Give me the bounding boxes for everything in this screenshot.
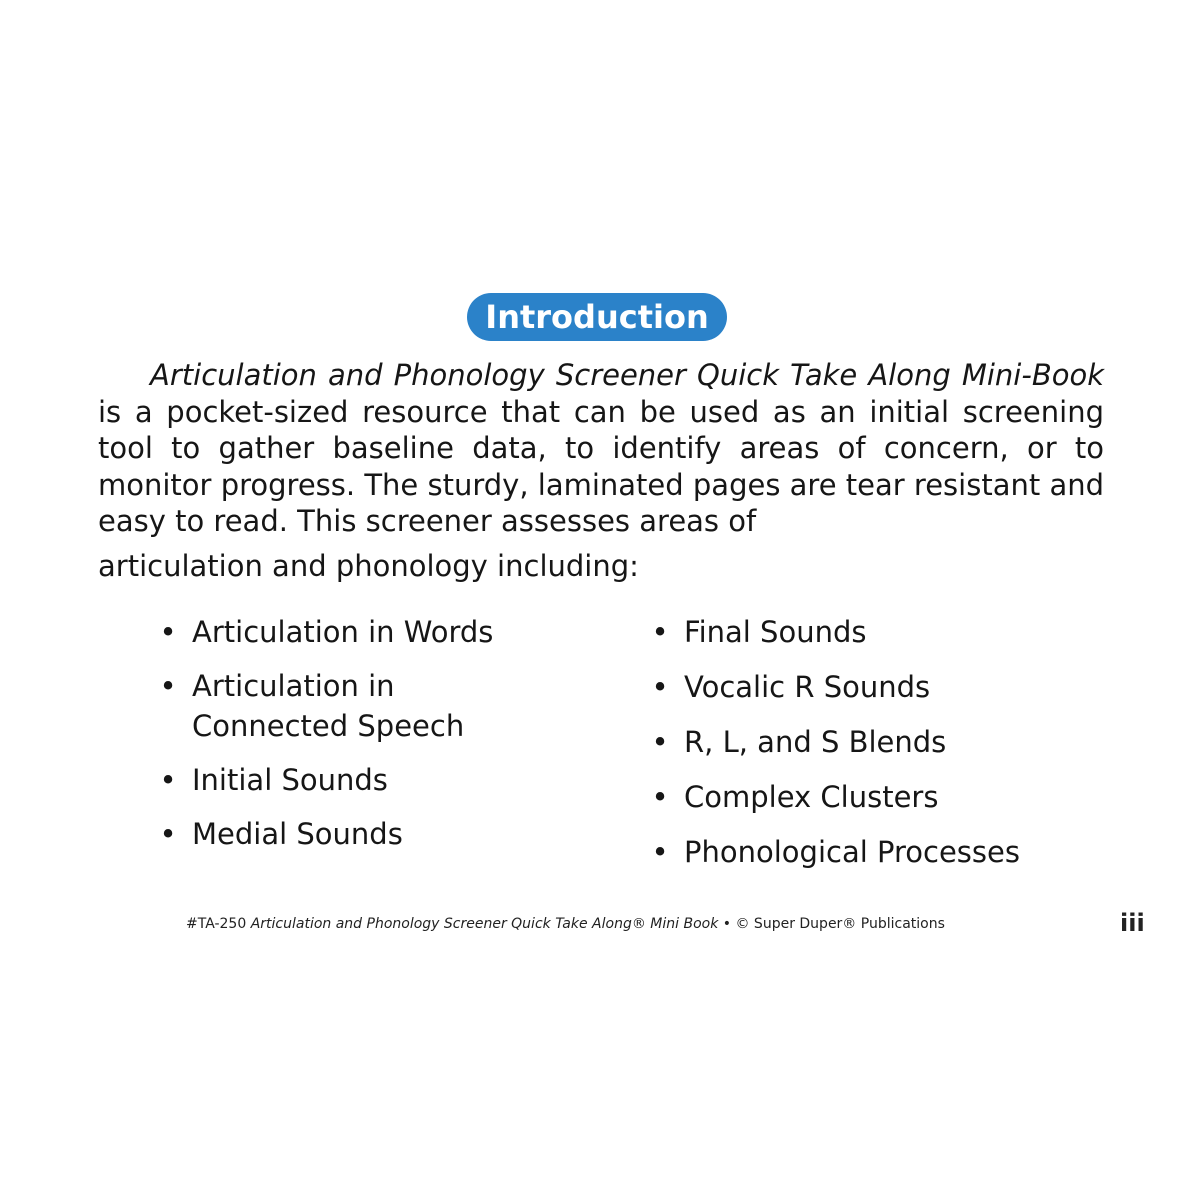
footer-separator: • bbox=[722, 916, 732, 932]
list-item bbox=[650, 832, 1110, 872]
bullet-icon: • bbox=[651, 725, 669, 759]
bullet-icon: • bbox=[651, 780, 669, 814]
intro-book-title: Articulation and Phonology Screener Quick Take Along Mini-Book bbox=[150, 358, 1104, 392]
assessment-list-left bbox=[158, 612, 598, 868]
list-item bbox=[650, 777, 1110, 817]
bullet-icon: • bbox=[159, 669, 177, 703]
intro-body: is a pocket-sized resource that can be used as an initial screening tool to gather baseline data, to identify areas of concern, or to monitor progress. The sturdy, laminated pages are tear resistant and easy to read. This screener assesses areas of bbox=[98, 394, 1104, 538]
page-footer bbox=[186, 914, 1026, 934]
list-item-label: Articulation in Connected Speech bbox=[192, 669, 465, 743]
list-item bbox=[158, 612, 598, 652]
list-item bbox=[650, 722, 1110, 762]
bullet-icon: • bbox=[651, 670, 669, 704]
list-item-label: R, L, and S Blends bbox=[684, 725, 947, 759]
bullet-icon: • bbox=[159, 817, 177, 851]
footer-publisher: © Super Duper® Publications bbox=[735, 916, 945, 932]
list-item-label: Medial Sounds bbox=[192, 817, 403, 851]
list-item-label: Final Sounds bbox=[684, 615, 867, 649]
list-item-label: Complex Clusters bbox=[684, 780, 939, 814]
footer-code: #TA-250 bbox=[186, 916, 247, 932]
list-item bbox=[158, 814, 598, 854]
list-item bbox=[650, 612, 1110, 652]
list-item bbox=[158, 666, 492, 746]
assessment-list-right bbox=[650, 612, 1110, 887]
footer-book-name: Articulation and Phonology Screener Quick Take Along® Mini Book bbox=[250, 916, 719, 932]
bullet-icon: • bbox=[159, 615, 177, 649]
bullet-icon: • bbox=[651, 835, 669, 869]
list-item bbox=[650, 667, 1110, 707]
page-number: iii bbox=[1120, 909, 1145, 937]
intro-last-line: articulation and phonology including: bbox=[98, 549, 639, 583]
list-item-label: Vocalic R Sounds bbox=[684, 670, 931, 704]
bullet-icon: • bbox=[159, 763, 177, 797]
list-item-label: Articulation in Words bbox=[192, 615, 494, 649]
bullet-icon: • bbox=[651, 615, 669, 649]
list-item-label: Initial Sounds bbox=[192, 763, 388, 797]
list-item-label: Phonological Processes bbox=[684, 835, 1020, 869]
intro-paragraph bbox=[98, 357, 1104, 540]
section-title: Introduction bbox=[467, 293, 727, 341]
list-item bbox=[158, 760, 598, 800]
